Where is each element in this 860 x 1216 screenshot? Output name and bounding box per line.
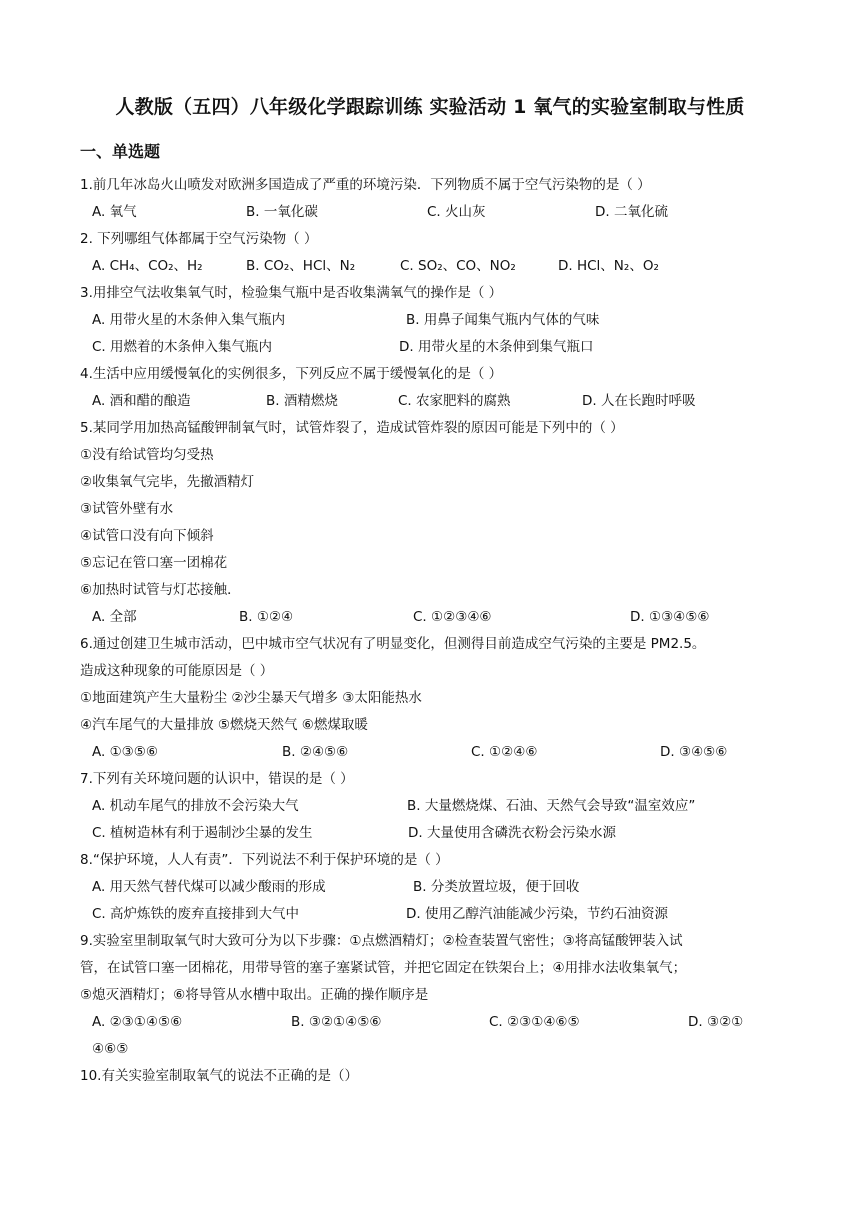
question-5-item: ②收集氧气完毕，先撤酒精灯: [80, 474, 255, 490]
question-5-item: ⑥加热时试管与灯芯接触．: [80, 582, 241, 598]
question-2-option-d: D. HCl、N₂、O₂: [558, 258, 659, 274]
question-4-option-c: C. 农家肥料的腐熟: [398, 393, 511, 409]
question-5-option-d: D. ①③④⑤⑥: [630, 609, 710, 625]
question-6-items-line-1: ①地面建筑产生大量粉尘 ②沙尘暴天气增多 ③太阳能热水: [80, 690, 422, 706]
question-8-option-d: D. 使用乙醇汽油能减少污染，节约石油资源: [406, 906, 668, 922]
question-9-stem-line-3: ⑤熄灭酒精灯；⑥将导管从水槽中取出。正确的操作顺序是: [80, 987, 429, 1003]
question-3-option-b: B. 用鼻子闻集气瓶内气体的气味: [406, 312, 600, 328]
question-8-option-c: C. 高炉炼铁的废弃直接排到大气中: [92, 906, 300, 922]
question-6-items-line-2: ④汽车尾气的大量排放 ⑤燃烧天然气 ⑥燃煤取暖: [80, 717, 368, 733]
question-6-option-a: A. ①③⑤⑥: [92, 744, 158, 760]
question-4-stem: 4.生活中应用缓慢氧化的实例很多，下列反应不属于缓慢氧化的是（ ）: [80, 366, 503, 382]
question-5-item: ③试管外壁有水: [80, 501, 174, 517]
question-6-option-c: C. ①②④⑥: [471, 744, 538, 760]
question-8-option-a: A. 用天然气替代煤可以减少酸雨的形成: [92, 879, 326, 895]
question-9-option-c: C. ②③①④⑥⑤: [489, 1014, 580, 1030]
question-1-option-c: C. 火山灰: [427, 204, 486, 220]
question-2-stem: 2. 下列哪组气体都属于空气污染物（ ）: [80, 231, 318, 247]
question-9-option-d: D. ③②①: [688, 1014, 744, 1030]
question-6-option-d: D. ③④⑤⑥: [660, 744, 728, 760]
question-2-option-b: B. CO₂、HCl、N₂: [246, 258, 356, 274]
question-6-stem-line-1: 6.通过创建卫生城市活动，巴中城市空气状况有了明显变化，但测得目前造成空气污染的主要是 PM2.5。: [80, 636, 706, 652]
question-4-option-b: B. 酒精燃烧: [266, 393, 338, 409]
question-4-option-a: A. 酒和醋的酿造: [92, 393, 191, 409]
question-5-item: ①没有给试管均匀受热: [80, 447, 214, 463]
section-heading: 一、单选题: [80, 142, 161, 161]
question-3-option-a: A. 用带火星的木条伸入集气瓶内: [92, 312, 286, 328]
question-9-stem-line-1: 9.实验室里制取氧气时大致可分为以下步骤：①点燃酒精灯；②检查装置气密性；③将高锰酸钾装入试: [80, 933, 683, 949]
question-9-option-b: B. ③②①④⑤⑥: [291, 1014, 382, 1030]
question-5-option-a: A. 全部: [92, 609, 137, 625]
question-9-option-d-continued: ④⑥⑤: [92, 1041, 129, 1057]
question-1-option-d: D. 二氧化硫: [595, 204, 668, 220]
question-5-option-c: C. ①②③④⑥: [413, 609, 492, 625]
question-8-stem: 8.“保护环境，人人有责”．下列说法不利于保护环境的是（ ）: [80, 852, 449, 868]
question-6-option-b: B. ②④⑤⑥: [282, 744, 349, 760]
question-3-option-d: D. 用带火星的木条伸到集气瓶口: [399, 339, 594, 355]
question-1-option-a: A. 氧气: [92, 204, 137, 220]
question-1-stem: 1.前几年冰岛火山喷发对欧洲多国造成了严重的环境污染．下列物质不属于空气污染物的是（ ）: [80, 177, 651, 193]
question-5-stem: 5.某同学用加热高锰酸钾制氧气时，试管炸裂了，造成试管炸裂的原因可能是下列中的（ ）: [80, 420, 624, 436]
question-5-item: ④试管口没有向下倾斜: [80, 528, 214, 544]
question-7-option-a: A. 机动车尾气的排放不会污染大气: [92, 798, 299, 814]
question-1-option-b: B. 一氧化碳: [246, 204, 318, 220]
question-9-option-a: A. ②③①④⑤⑥: [92, 1014, 183, 1030]
question-7-stem: 7.下列有关环境问题的认识中，错误的是（ ）: [80, 771, 354, 787]
question-7-option-c: C. 植树造林有利于遏制沙尘暴的发生: [92, 825, 313, 841]
question-7-option-d: D. 大量使用含磷洗衣粉会污染水源: [408, 825, 616, 841]
question-5-option-b: B. ①②④: [239, 609, 294, 625]
question-5-item: ⑤忘记在管口塞一团棉花: [80, 555, 228, 571]
question-3-option-c: C. 用燃着的木条伸入集气瓶内: [92, 339, 273, 355]
question-2-option-a: A. CH₄、CO₂、H₂: [92, 258, 203, 274]
question-2-option-c: C. SO₂、CO、NO₂: [400, 258, 516, 274]
question-9-stem-line-2: 管，在试管口塞一团棉花，用带导管的塞子塞紧试管，并把它固定在铁架台上；④用排水法收集氧气；: [80, 960, 687, 976]
question-7-option-b: B. 大量燃烧煤、石油、天然气会导致“温室效应”: [407, 798, 696, 814]
question-10-stem: 10.有关实验室制取氧气的说法不正确的是（）: [80, 1068, 358, 1084]
question-4-option-d: D. 人在长跑时呼吸: [582, 393, 696, 409]
document-title: 人教版（五四）八年级化学跟踪训练 实验活动 1 氧气的实验室制取与性质: [115, 96, 745, 118]
question-8-option-b: B. 分类放置垃圾，便于回收: [413, 879, 580, 895]
question-6-stem-line-2: 造成这种现象的可能原因是（ ）: [80, 663, 274, 679]
question-3-stem: 3.用排空气法收集氧气时，检验集气瓶中是否收集满氧气的操作是（ ）: [80, 285, 503, 301]
